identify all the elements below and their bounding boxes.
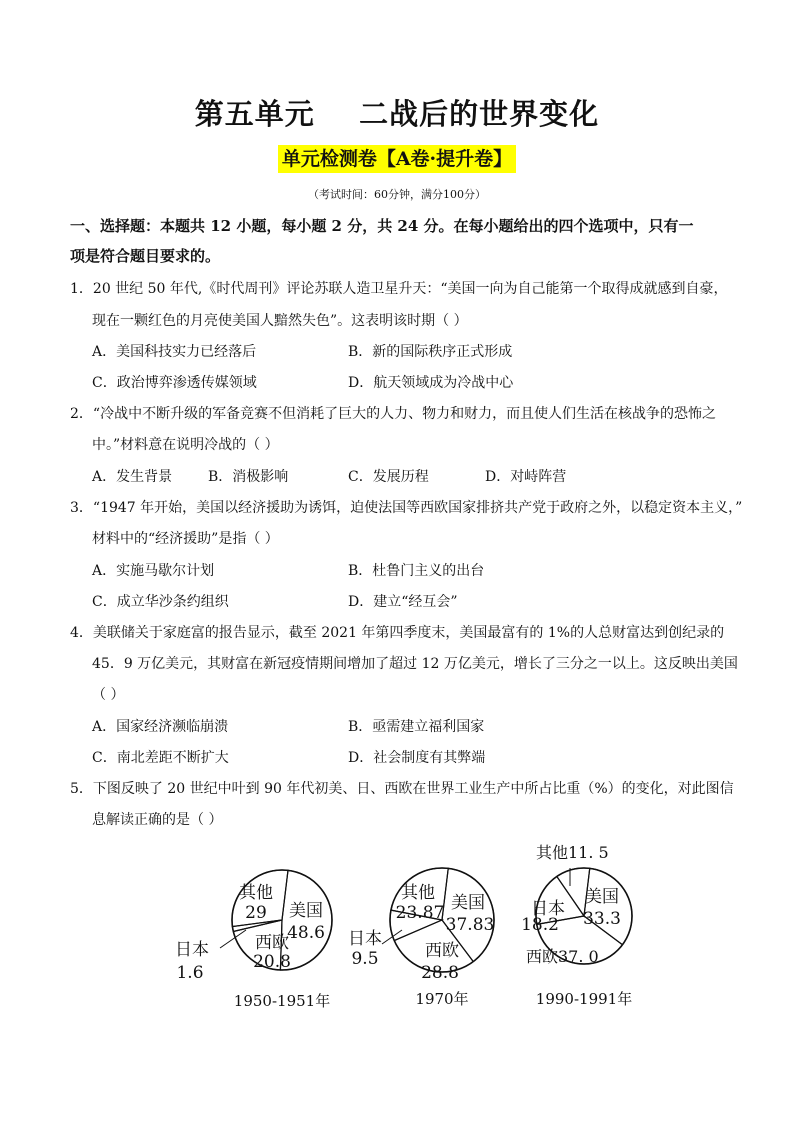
pie-2-label-1: 西欧 [525,947,558,966]
question-3-option-d[interactable]: D．建立“经互会” [348,594,458,610]
pie-2-caption: 1990-1991年 [535,990,633,1008]
pie-charts-figure [160,838,650,1018]
question-2-option-a[interactable]: A．发生背景 [92,469,173,485]
pie-1-value-3: 23.87 [395,903,445,923]
question-4-stem-line-2: 45．9 万亿美元，其财富在新冠疫情期间增加了超过 12 万亿美元，增长了三分之一以上。这反映出美国 [92,656,738,672]
question-3-stem-line-1: 3．“1947 年开始，美国以经济援助为诱饵，迫使法国等西欧国家排挤共产党于政府之外，以稳定资本主义，” [70,500,743,516]
pie-0-value-0: 48.6 [287,923,325,943]
question-1-stem-line-2: 现在一颗红色的月亮使美国人黯然失色”。这表明该时期（ ） [92,313,468,329]
question-4-option-a[interactable]: A．国家经济濒临崩溃 [92,719,229,735]
section-heading-line-1: 一、选择题：本题共 12 小题，每小题 2 分，共 24 分。在每小题给出的四个选项中，只有一 [70,217,694,235]
question-1-option-c[interactable]: C．政治博弈渗透传媒领域 [92,375,257,391]
pie-0-label-2: 日本 [175,940,209,960]
question-5-stem-line-2: 息解读正确的是（ ） [92,812,223,828]
pie-1-value-0: 37.83 [445,915,495,935]
question-3-stem-line-2: 材料中的“经济援助”是指（ ） [92,531,279,547]
question-2-stem-line-1: 2．“冷战中不断升级的军备竞赛不但消耗了巨大的人力、物力和财力，而且使人们生活在核战争的恐怖之 [70,406,717,422]
pie-2-value-2: 18.2 [521,915,559,935]
pie-2-value-1: 37. 0 [558,947,599,966]
question-4-stem-line-1: 4．美联储关于家庭富的报告显示，截至 2021 年第四季度末，美国最富有的 1%的人总财富达到创纪录的 [70,625,725,641]
question-1-option-a[interactable]: A．美国科技实力已经落后 [92,344,257,360]
section-heading-line-2: 项是符合题目要求的。 [70,247,221,265]
question-3-option-c[interactable]: C．成立华沙条约组织 [92,594,229,610]
pie-1-label-2: 日本 [348,929,382,949]
pie-2-label-3: 其他 [535,843,568,862]
question-2-stem-line-2: 中。”材料意在说明冷战的（ ） [92,437,279,453]
question-4-option-d[interactable]: D．社会制度有其弊端 [348,750,486,766]
question-2-option-b[interactable]: B．消极影响 [208,469,289,485]
pie-1-value-2: 9.5 [351,949,379,969]
pie-0-caption: 1950-1951年 [233,992,331,1010]
pie-1-label-3: 其他 [401,883,435,903]
question-3-option-b[interactable]: B．杜鲁门主义的出台 [348,563,485,579]
pie-0-value-2: 1.6 [176,963,204,983]
subtitle-wrap [0,145,794,173]
question-2-option-c[interactable]: C．发展历程 [348,469,429,485]
question-1-option-b[interactable]: B．新的国际秩序正式形成 [348,344,513,360]
question-2-option-d[interactable]: D．对峙阵营 [485,469,567,485]
pie-2-label-0: 美国 [585,887,619,907]
question-4-option-c[interactable]: C．南北差距不断扩大 [92,750,229,766]
pie-0-label-0: 美国 [289,901,323,921]
question-1-stem-line-1: 1．20 世纪 50 年代,《时代周刊》评论苏联人造卫星升天：“美国一向为自己能第一个取得成就感到自豪， [70,281,728,297]
pie-1-label-1: 西欧 [425,941,459,961]
pie-2-value-0: 33.3 [583,909,621,929]
page-subtitle: 单元检测卷【A卷·提升卷】 [278,145,516,173]
pie-0-label-1: 西欧 [255,933,289,953]
page-title: 第五单元 二战后的世界变化 [194,97,600,131]
pie-2-value-3: 11. 5 [568,843,609,862]
pie-charts-svg [160,838,650,1018]
question-5-stem-line-1: 5．下图反映了 20 世纪中叶到 90 年代初美、日、西欧在世界工业生产中所占比重（%）的变化，对此图信 [70,781,734,797]
question-1-option-d[interactable]: D．航天领域成为冷战中心 [348,375,514,391]
pie-1-label-0: 美国 [451,893,485,913]
question-4-option-b[interactable]: B．亟需建立福利国家 [348,719,485,735]
pie-0-value-3: 29 [245,903,267,923]
pie-1-value-1: 28.8 [421,963,459,983]
pie-0-value-1: 20.8 [253,952,291,972]
exam-time-info: （考试时间：60分钟，满分100分） [308,188,486,201]
pie-0-label-3: 其他 [239,883,273,903]
question-4-stem-line-3: （ ） [92,687,125,703]
question-3-option-a[interactable]: A．实施马歇尔计划 [92,563,215,579]
pie-2-label-2: 日本 [531,899,565,919]
pie-1-caption: 1970年 [415,990,469,1008]
